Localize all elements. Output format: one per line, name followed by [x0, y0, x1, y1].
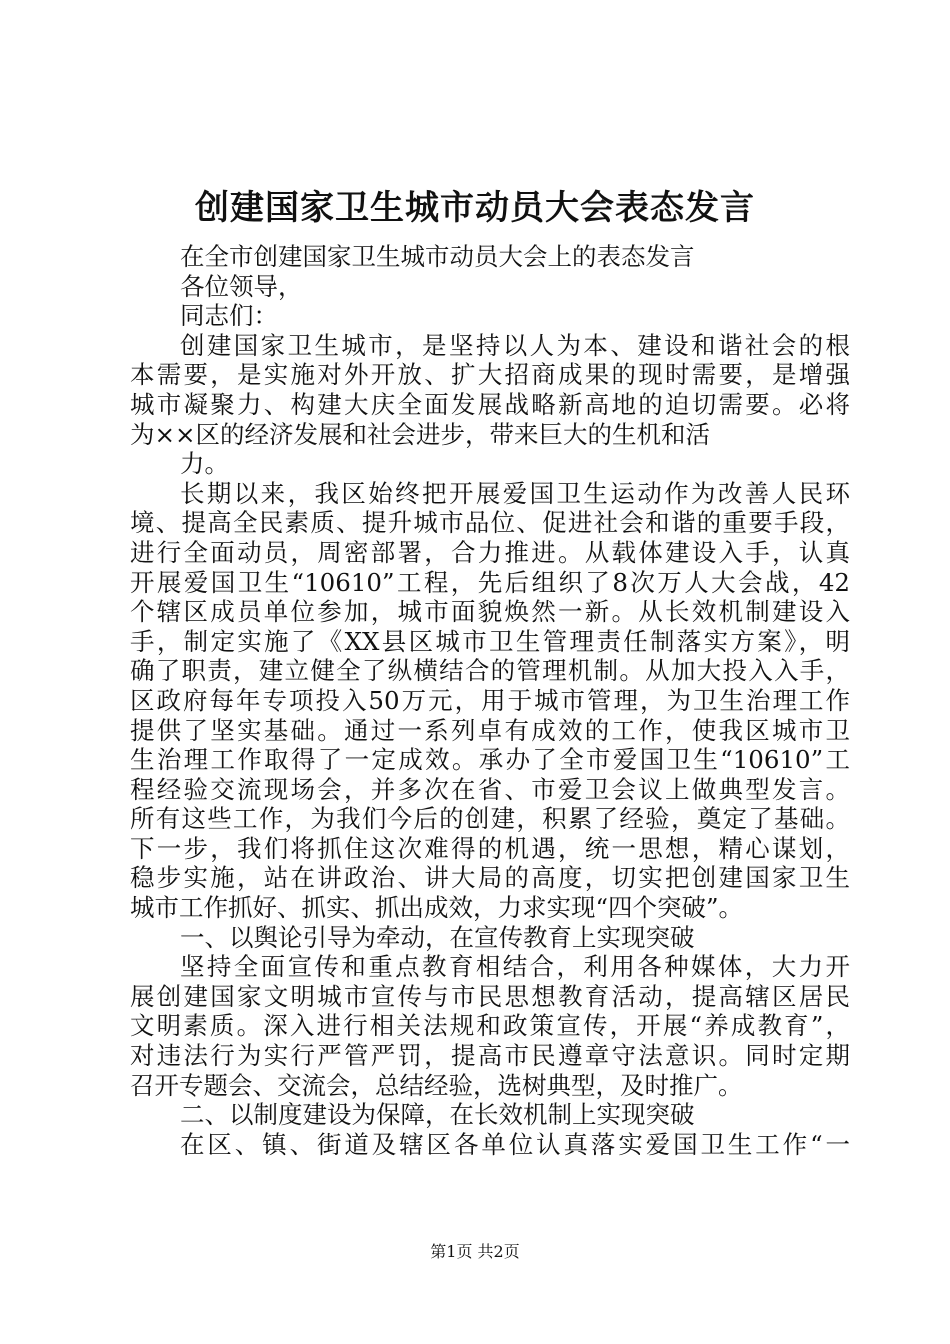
- body-line: 各位领导，: [180, 271, 303, 301]
- body-line: 所有这些工作，为我们今后的创建，积累了经验，奠定了基础。: [130, 804, 850, 834]
- body-line: 召开专题会、交流会，总结经验，选树典型，及时推广。: [130, 1070, 743, 1100]
- body-line: 创建国家卫生城市，是坚持以人为本、建设和谐社会的根: [180, 330, 850, 360]
- body-line: 稳步实施，站在讲政治、讲大局的高度，切实把创建国家卫生: [130, 863, 850, 893]
- body-line: 个辖区成员单位参加，城市面貌焕然一新。从长效机制建设入: [130, 597, 850, 627]
- body-line: 同志们：: [180, 301, 278, 331]
- body-line: 对违法行为实行严管严罚，提高市民遵章守法意识。同时定期: [130, 1041, 850, 1071]
- body-line: 文明素质。深入进行相关法规和政策宣传，开展“养成教育”，: [130, 1011, 850, 1041]
- body-line: 二、以制度建设为保障，在长效机制上实现突破: [180, 1100, 695, 1130]
- body-line: 手，制定实施了《XX县区城市卫生管理责任制落实方案》，明: [130, 626, 850, 656]
- page-footer: 第1页 共2页: [430, 1242, 520, 1261]
- body-line: 坚持全面宣传和重点教育相结合，利用各种媒体，大力开: [180, 952, 850, 982]
- body-line: 境、提高全民素质、提升城市品位、促进社会和谐的重要手段，: [130, 508, 850, 538]
- body-line: 一、以舆论引导为牵动，在宣传教育上实现突破: [180, 922, 695, 952]
- body-line: 本需要，是实施对外开放、扩大招商成果的现时需要，是增强: [130, 360, 850, 390]
- body-line: 进行全面动员，周密部署，合力推进。从载体建设入手，认真: [130, 537, 850, 567]
- body-line: 城市工作抓好、抓实、抓出成效，力求实现“四个突破”。: [130, 893, 744, 923]
- body-line: 长期以来，我区始终把开展爱国卫生运动作为改善人民环: [180, 478, 850, 508]
- body-line: 开展爱国卫生“10610”工程，先后组织了8次万人大会战，42: [130, 567, 850, 597]
- body-line: 下一步，我们将抓住这次难得的机遇，统一思想，精心谋划，: [130, 833, 850, 863]
- body-line: 在全市创建国家卫生城市动员大会上的表态发言: [180, 242, 695, 271]
- body-line: 在区、镇、街道及辖区各单位认真落实爱国卫生工作“一: [180, 1129, 850, 1159]
- body-line: 为××区的经济发展和社会进步，带来巨大的生机和活: [130, 419, 711, 449]
- body-line: 区政府每年专项投入50万元，用于城市管理，为卫生治理工作: [130, 685, 850, 715]
- body-line: 展创建国家文明城市宣传与市民思想教育活动，提高辖区居民: [130, 981, 850, 1011]
- body-line: 生治理工作取得了一定成效。承办了全市爱国卫生“10610”工: [130, 745, 850, 775]
- document-body: [130, 242, 850, 1159]
- body-line: 确了职责，建立健全了纵横结合的管理机制。从加大投入入手，: [130, 656, 850, 686]
- body-line: 程经验交流现场会，并多次在省、市爱卫会议上做典型发言。: [130, 774, 850, 804]
- document-title: 创建国家卫生城市动员大会表态发言: [195, 188, 755, 228]
- body-line: 城市凝聚力、构建大庆全面发展战略新高地的迫切需要。必将: [130, 389, 850, 419]
- body-line: 力。: [180, 449, 229, 479]
- body-line: 提供了坚实基础。通过一系列卓有成效的工作，使我区城市卫: [130, 715, 850, 745]
